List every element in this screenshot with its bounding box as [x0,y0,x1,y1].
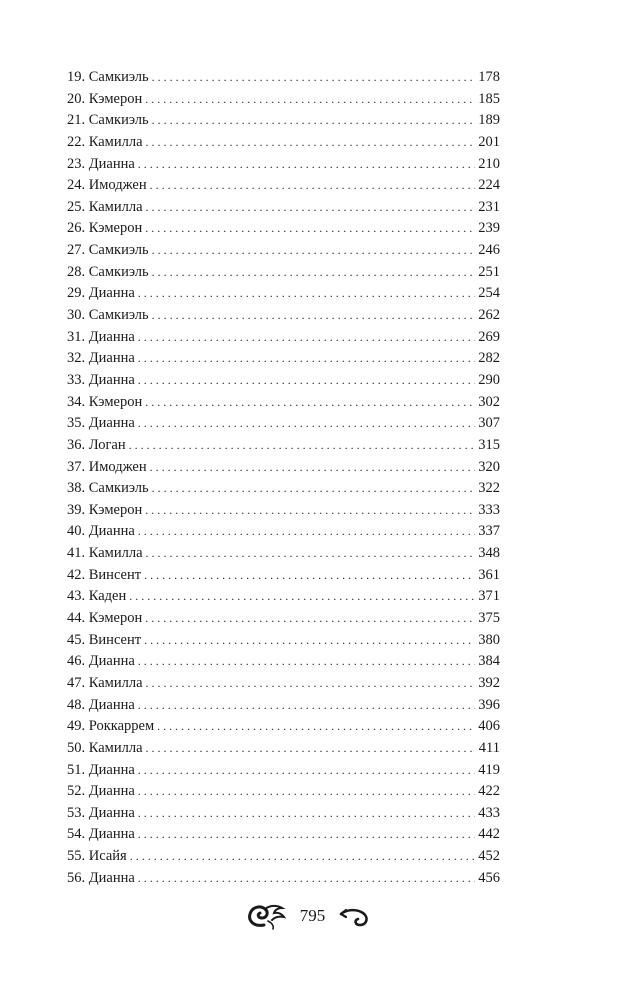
toc-entry-title: 40. Дианна [67,523,135,540]
toc-entry [67,435,500,457]
toc-entry-title: 32. Дианна [67,350,135,367]
toc-entry [67,283,500,305]
toc-entry-page: 419 [478,761,500,778]
dot-leader [144,565,475,587]
left-swirl-ornament-icon [244,901,290,931]
dot-leader [146,673,476,695]
toc-entry-page: 315 [478,436,500,453]
dot-leader [145,500,475,522]
dot-leader [152,262,476,284]
table-of-contents [67,67,500,889]
dot-leader [138,824,475,846]
toc-entry [67,695,500,717]
toc-entry [67,673,500,695]
toc-entry [67,521,500,543]
toc-entry-page: 185 [478,90,500,107]
toc-entry-title: 22. Камилла [67,133,143,150]
toc-entry-title: 49. Роккаррем [67,718,155,735]
toc-entry [67,132,500,154]
toc-entry-page: 282 [478,350,500,367]
toc-entry-page: 384 [478,653,500,670]
toc-entry-page: 422 [478,783,500,800]
toc-entry-title: 23. Дианна [67,155,135,172]
dot-leader [129,435,476,457]
dot-leader [145,608,475,630]
toc-entry [67,262,500,284]
toc-entry [67,803,500,825]
toc-entry-title: 25. Камилла [67,198,143,215]
dot-leader [129,586,475,608]
toc-entry [67,305,500,327]
toc-entry [67,457,500,479]
toc-entry-page: 333 [478,501,500,518]
toc-entry-title: 31. Дианна [67,328,135,345]
toc-entry-title: 46. Дианна [67,653,135,670]
dot-leader [146,132,476,154]
toc-entry-title: 26. Кэмерон [67,220,143,237]
toc-entry-page: 201 [478,133,500,150]
toc-entry [67,413,500,435]
toc-entry [67,716,500,738]
toc-entry [67,543,500,565]
toc-entry [67,760,500,782]
dot-leader [138,868,475,890]
toc-entry-title: 38. Самкиэль [67,480,149,497]
page-number: 795 [299,906,326,925]
toc-entry-page: 361 [478,566,500,583]
dot-leader [138,760,475,782]
toc-entry-title: 51. Дианна [67,761,135,778]
toc-entry-title: 47. Камилла [67,674,143,691]
toc-entry-title: 19. Самкиэль [67,69,149,85]
dot-leader [145,89,475,111]
dot-leader [152,305,476,327]
toc-entry-page: 392 [478,674,500,691]
toc-entry-title: 29. Дианна [67,285,135,302]
dot-leader [152,110,476,132]
toc-entry [67,565,500,587]
dot-leader [138,348,475,370]
toc-entry-page: 307 [478,415,500,432]
dot-leader [138,154,475,176]
dot-leader [145,392,475,414]
toc-entry-title: 53. Дианна [67,804,135,821]
toc-entry-title: 39. Кэмерон [67,501,143,518]
toc-entry [67,175,500,197]
dot-leader [145,218,475,240]
toc-entry [67,110,500,132]
toc-entry [67,197,500,219]
toc-entry-title: 55. Исайя [67,848,127,865]
toc-entry-page: 442 [478,826,500,843]
toc-entry [67,154,500,176]
toc-entry-page: 239 [478,220,500,237]
toc-entry [67,327,500,349]
toc-entry-page: 337 [478,523,500,540]
dot-leader [152,240,476,262]
dot-leader [138,283,475,305]
dot-leader [138,781,475,803]
toc-entry-title: 50. Камилла [67,739,143,756]
toc-entry [67,67,500,89]
toc-entry-page: 375 [478,610,500,627]
dot-leader [138,695,475,717]
dot-leader [138,651,475,673]
dot-leader [146,543,476,565]
dot-leader [157,716,475,738]
toc-entry-title: 20. Кэмерон [67,90,143,107]
toc-entry-title: 36. Логан [67,436,126,453]
toc-entry-title: 44. Кэмерон [67,610,143,627]
toc-entry-page: 433 [478,804,500,821]
toc-entry-page: 411 [478,739,500,756]
dot-leader [144,630,475,652]
toc-entry-page: 371 [478,588,500,605]
toc-entry-page: 254 [478,285,500,302]
toc-entry-page: 262 [478,307,500,324]
toc-entry-title: 54. Дианна [67,826,135,843]
toc-entry [67,630,500,652]
toc-entry-title: 30. Самкиэль [67,307,149,324]
dot-leader [138,370,475,392]
toc-entry-page: 210 [478,155,500,172]
toc-entry-page: 406 [478,718,500,735]
toc-entry-title: 28. Самкиэль [67,263,149,280]
toc-entry-title: 34. Кэмерон [67,393,143,410]
toc-entry-page: 269 [478,328,500,345]
toc-entry-title: 24. Имоджен [67,177,147,194]
toc-entry-page: 290 [478,371,500,388]
dot-leader [150,457,476,479]
toc-entry-title: 56. Дианна [67,869,135,886]
dot-leader [138,521,475,543]
dot-leader [150,175,476,197]
dot-leader [138,327,475,349]
dot-leader [146,738,476,760]
right-swirl-ornament-icon [335,901,375,931]
toc-entry-page: 380 [478,631,500,648]
dot-leader [152,67,476,89]
toc-entry-page: 322 [478,480,500,497]
toc-entry [67,608,500,630]
toc-entry-page: 251 [478,263,500,280]
toc-entry [67,868,500,890]
toc-entry [67,240,500,262]
toc-entry [67,738,500,760]
toc-entry-page: 320 [478,458,500,475]
toc-entry [67,392,500,414]
toc-entry-page: 302 [478,393,500,410]
toc-entry-page: 178 [478,69,500,85]
toc-entry [67,478,500,500]
toc-entry-page: 396 [478,696,500,713]
toc-entry-title: 45. Винсент [67,631,142,648]
toc-entry-title: 21. Самкиэль [67,112,149,129]
dot-leader [146,197,476,219]
toc-entry-title: 33. Дианна [67,371,135,388]
toc-entry [67,781,500,803]
toc-entry-page: 246 [478,242,500,259]
toc-entry [67,89,500,111]
toc-entry [67,651,500,673]
toc-entry-title: 48. Дианна [67,696,135,713]
toc-entry [67,370,500,392]
toc-entry-page: 348 [478,545,500,562]
dot-leader [138,413,475,435]
toc-entry [67,586,500,608]
toc-entry [67,218,500,240]
toc-entry-page: 231 [478,198,500,215]
toc-entry [67,500,500,522]
page-footer [0,896,619,936]
toc-entry-title: 37. Имоджен [67,458,147,475]
toc-entry-page: 452 [478,848,500,865]
toc-entry-title: 35. Дианна [67,415,135,432]
toc-entry-title: 27. Самкиэль [67,242,149,259]
dot-leader [152,478,476,500]
toc-entry-title: 41. Камилла [67,545,143,562]
toc-entry [67,824,500,846]
toc-entry [67,348,500,370]
toc-entry-page: 456 [478,869,500,886]
dot-leader [130,846,476,868]
toc-entry-title: 52. Дианна [67,783,135,800]
toc-entry-page: 224 [478,177,500,194]
toc-entry-title: 43. Каден [67,588,127,605]
toc-entry-page: 189 [478,112,500,129]
dot-leader [138,803,475,825]
toc-entry [67,846,500,868]
toc-entry-title: 42. Винсент [67,566,142,583]
